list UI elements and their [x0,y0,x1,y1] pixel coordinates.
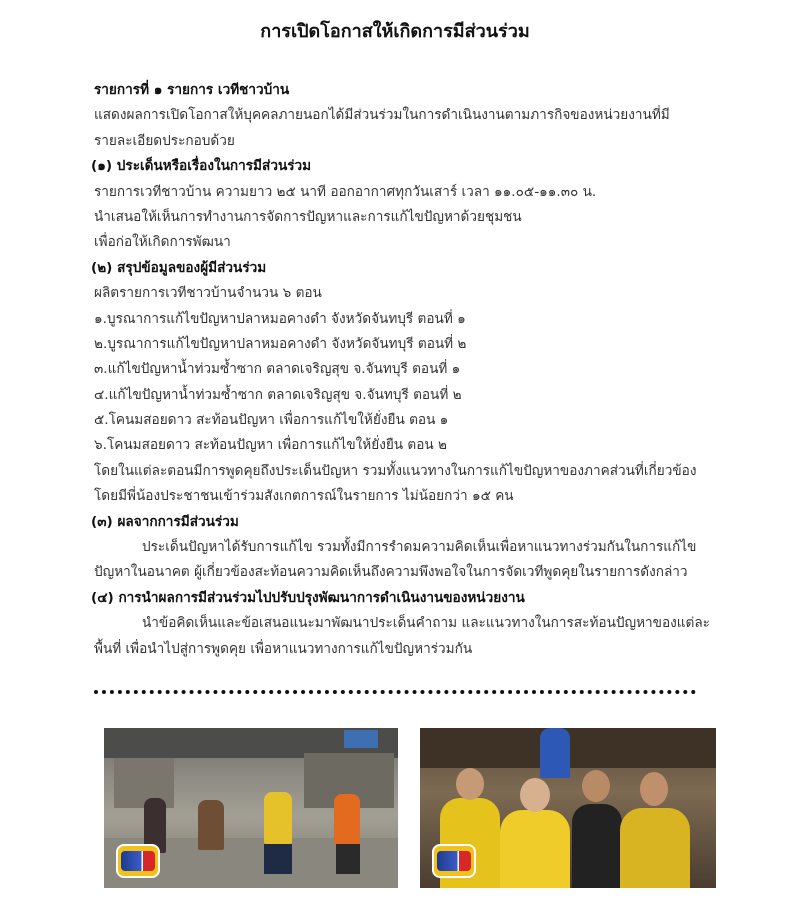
text-line: นำข้อคิดเห็นและข้อเสนอแนะมาพัฒนาประเด็นคำถาม และแนวทางในการสะท้อนปัญหาของแต่ละ [142,615,710,632]
text-line: ๖.โคนมสอยดาว สะท้อนปัญหา เพื่อการแก้ไขให้ยั่งยืน ตอน ๒ [94,437,447,454]
section-heading: รายการที่ ๑ รายการ เวทีชาวบ้าน [94,82,290,98]
document-body [91,78,754,662]
text-line: นำเสนอให้เห็นการทำงานการจัดการปัญหาและการแก้ไขปัญหาด้วยชุมชน [94,208,522,225]
channel-logo [432,844,476,878]
text-line: โดยมีพี่น้องประชาชนเข้าร่วมสังเกตการณ์ในรายการ ไม่น้อยกว่า ๑๕ คน [94,488,514,505]
text-line: รายการเวทีชาวบ้าน ความยาว ๒๕ นาที ออกอากาศทุกวันเสาร์ เวลา ๑๑.๐๕-๑๑.๓๐ น. [94,183,597,200]
photo-market-talk [104,728,398,888]
text-line: ประเด็นปัญหาได้รับการแก้ไข รวมทั้งมีการรำดมความคิดเห็นเพื่อหาแนวทางร่วมกันในการแก้ไข [142,539,697,556]
page-title: การเปิดโอกาสให้เกิดการมีส่วนร่วม [260,21,530,42]
text-line: เพื่อก่อให้เกิดการพัฒนา [94,234,231,251]
text-line: ผลิตรายการเวทีชาวบ้านจำนวน ๖ ตอน [94,285,322,302]
text-line: ปัญหาในอนาคต ผู้เกี่ยวข้องสะท้อนความคิดเห็นถึงความพึงพอใจในการจัดเวทีพูดคุยในรายการดังกล่าว [94,564,688,581]
channel-logo [116,844,160,878]
section-heading: (๑) ประเด็นหรือเรื่องในการมีส่วนร่วม [91,158,312,175]
text-line: โดยในแต่ละตอนมีการพูดคุยถึงประเด็นปัญหา รวมทั้งแนวทางในการแก้ไขปัญหาของภาคส่วนที่เกี่ยวข้อง [94,462,697,479]
section-heading: (๓) ผลจากการมีส่วนร่วม [91,513,239,530]
dotted-divider [94,690,696,694]
text-line: แสดงผลการเปิดโอกาสให้บุคคลภายนอกได้มีส่วนร่วมในการดำเนินงานตามภารกิจของหน่วยงานที่มี [94,107,670,124]
text-line: พื้นที่ เพื่อนำไปสู่การพูดคุย เพื่อหาแนวทางการแก้ไขปัญหาร่วมกัน [94,640,473,657]
text-line: ๑.บูรณาการแก้ไขปัญหาปลาหมอคางดำ จังหวัดจันทบุรี ตอนที่ ๑ [94,310,466,327]
text-line: ๒.บูรณาการแก้ไขปัญหาปลาหมอคางดำ จังหวัดจันทบุรี ตอนที่ ๒ [94,335,467,352]
photo-audience [420,728,716,888]
text-line: ๔.แก้ไขปัญหาน้ำท่วมซ้ำซาก ตลาดเจริญสุข จ.จันทบุรี ตอนที่ ๒ [94,386,462,403]
section-heading: (๔) การนำผลการมีส่วนร่วมไปปรับปรุงพัฒนาการดำเนินงานของหน่วยงาน [91,589,525,606]
text-line: รายละเอียดประกอบด้วย [94,132,235,149]
text-line: ๓.แก้ไขปัญหาน้ำท่วมซ้ำซาก ตลาดเจริญสุข จ.จันทบุรี ตอนที่ ๑ [94,361,461,378]
section-heading: (๒) สรุปข้อมูลของผู้มีส่วนร่วม [91,259,267,276]
text-line: ๕.โคนมสอยดาว สะท้อนปัญหา เพื่อการแก้ไขให้ยั่งยืน ตอน ๑ [94,412,449,429]
